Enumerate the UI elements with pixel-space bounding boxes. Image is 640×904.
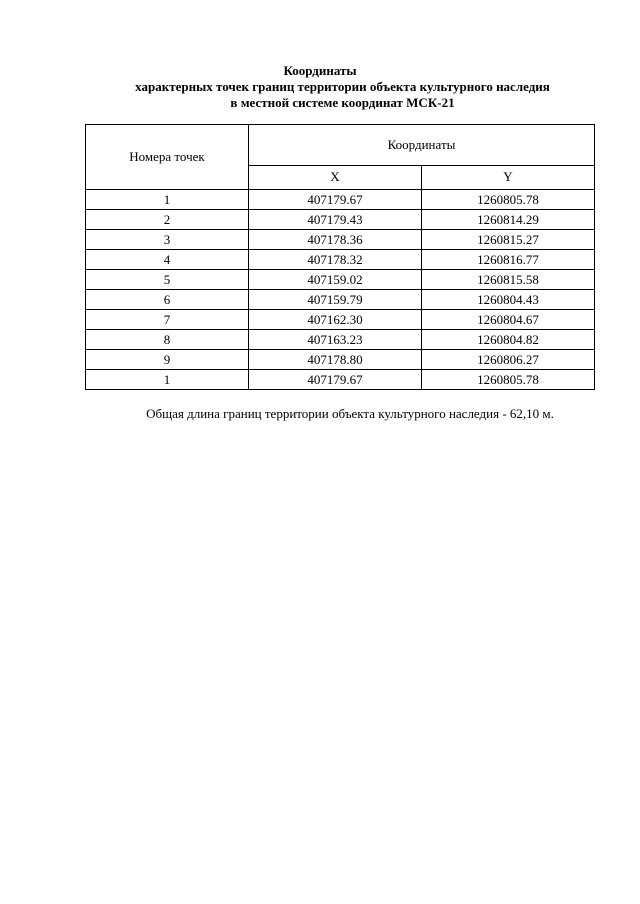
point-number-cell: 9: [86, 350, 249, 370]
y-coordinate-cell: 1260815.58: [422, 270, 595, 290]
table-row: [86, 230, 595, 250]
x-coordinate-cell: 407178.36: [249, 230, 422, 250]
x-coordinate-cell: 407178.80: [249, 350, 422, 370]
x-coordinate-cell: 407159.02: [249, 270, 422, 290]
x-coordinate-cell: 407179.43: [249, 210, 422, 230]
document-title: [0, 63, 640, 111]
title-line-2: характерных точек границ территории объекта культурного наследия: [135, 79, 550, 94]
header-x: X: [249, 165, 422, 189]
total-length-summary: Общая длина границ территории объекта культурного наследия - 62,10 м.: [146, 406, 554, 421]
table-row: [86, 350, 595, 370]
x-coordinate-cell: 407179.67: [249, 190, 422, 210]
y-coordinate-cell: 1260805.78: [422, 370, 595, 390]
header-y: Y: [422, 165, 595, 189]
x-coordinate-cell: 407179.67: [249, 370, 422, 390]
table-row: [86, 250, 595, 270]
point-number-cell: 1: [86, 370, 249, 390]
point-number-cell: 7: [86, 310, 249, 330]
y-coordinate-cell: 1260814.29: [422, 210, 595, 230]
x-coordinate-cell: 407162.30: [249, 310, 422, 330]
point-number-cell: 5: [86, 270, 249, 290]
point-number-cell: 8: [86, 330, 249, 350]
table-row: [86, 310, 595, 330]
point-number-cell: 6: [86, 290, 249, 310]
title-line-1: Координаты: [283, 63, 357, 78]
x-coordinate-cell: 407159.79: [249, 290, 422, 310]
y-coordinate-cell: 1260804.67: [422, 310, 595, 330]
y-coordinate-cell: 1260806.27: [422, 350, 595, 370]
coordinates-table-body: [86, 190, 595, 390]
point-number-cell: 3: [86, 230, 249, 250]
header-points: Номера точек: [86, 125, 249, 190]
y-coordinate-cell: 1260816.77: [422, 250, 595, 270]
y-coordinate-cell: 1260804.43: [422, 290, 595, 310]
y-coordinate-cell: 1260804.82: [422, 330, 595, 350]
table-row: [86, 270, 595, 290]
header-coordinates: Координаты: [249, 125, 595, 166]
y-coordinate-cell: 1260815.27: [422, 230, 595, 250]
point-number-cell: 4: [86, 250, 249, 270]
table-row: [86, 190, 595, 210]
point-number-cell: 1: [86, 190, 249, 210]
point-number-cell: 2: [86, 210, 249, 230]
y-coordinate-cell: 1260805.78: [422, 190, 595, 210]
x-coordinate-cell: 407163.23: [249, 330, 422, 350]
table-row: [86, 370, 595, 390]
title-line-3: в местной системе координат МСК-21: [230, 95, 455, 110]
table-row: [86, 210, 595, 230]
coordinates-table: [85, 124, 595, 390]
table-row: [86, 330, 595, 350]
x-coordinate-cell: 407178.32: [249, 250, 422, 270]
table-row: [86, 290, 595, 310]
